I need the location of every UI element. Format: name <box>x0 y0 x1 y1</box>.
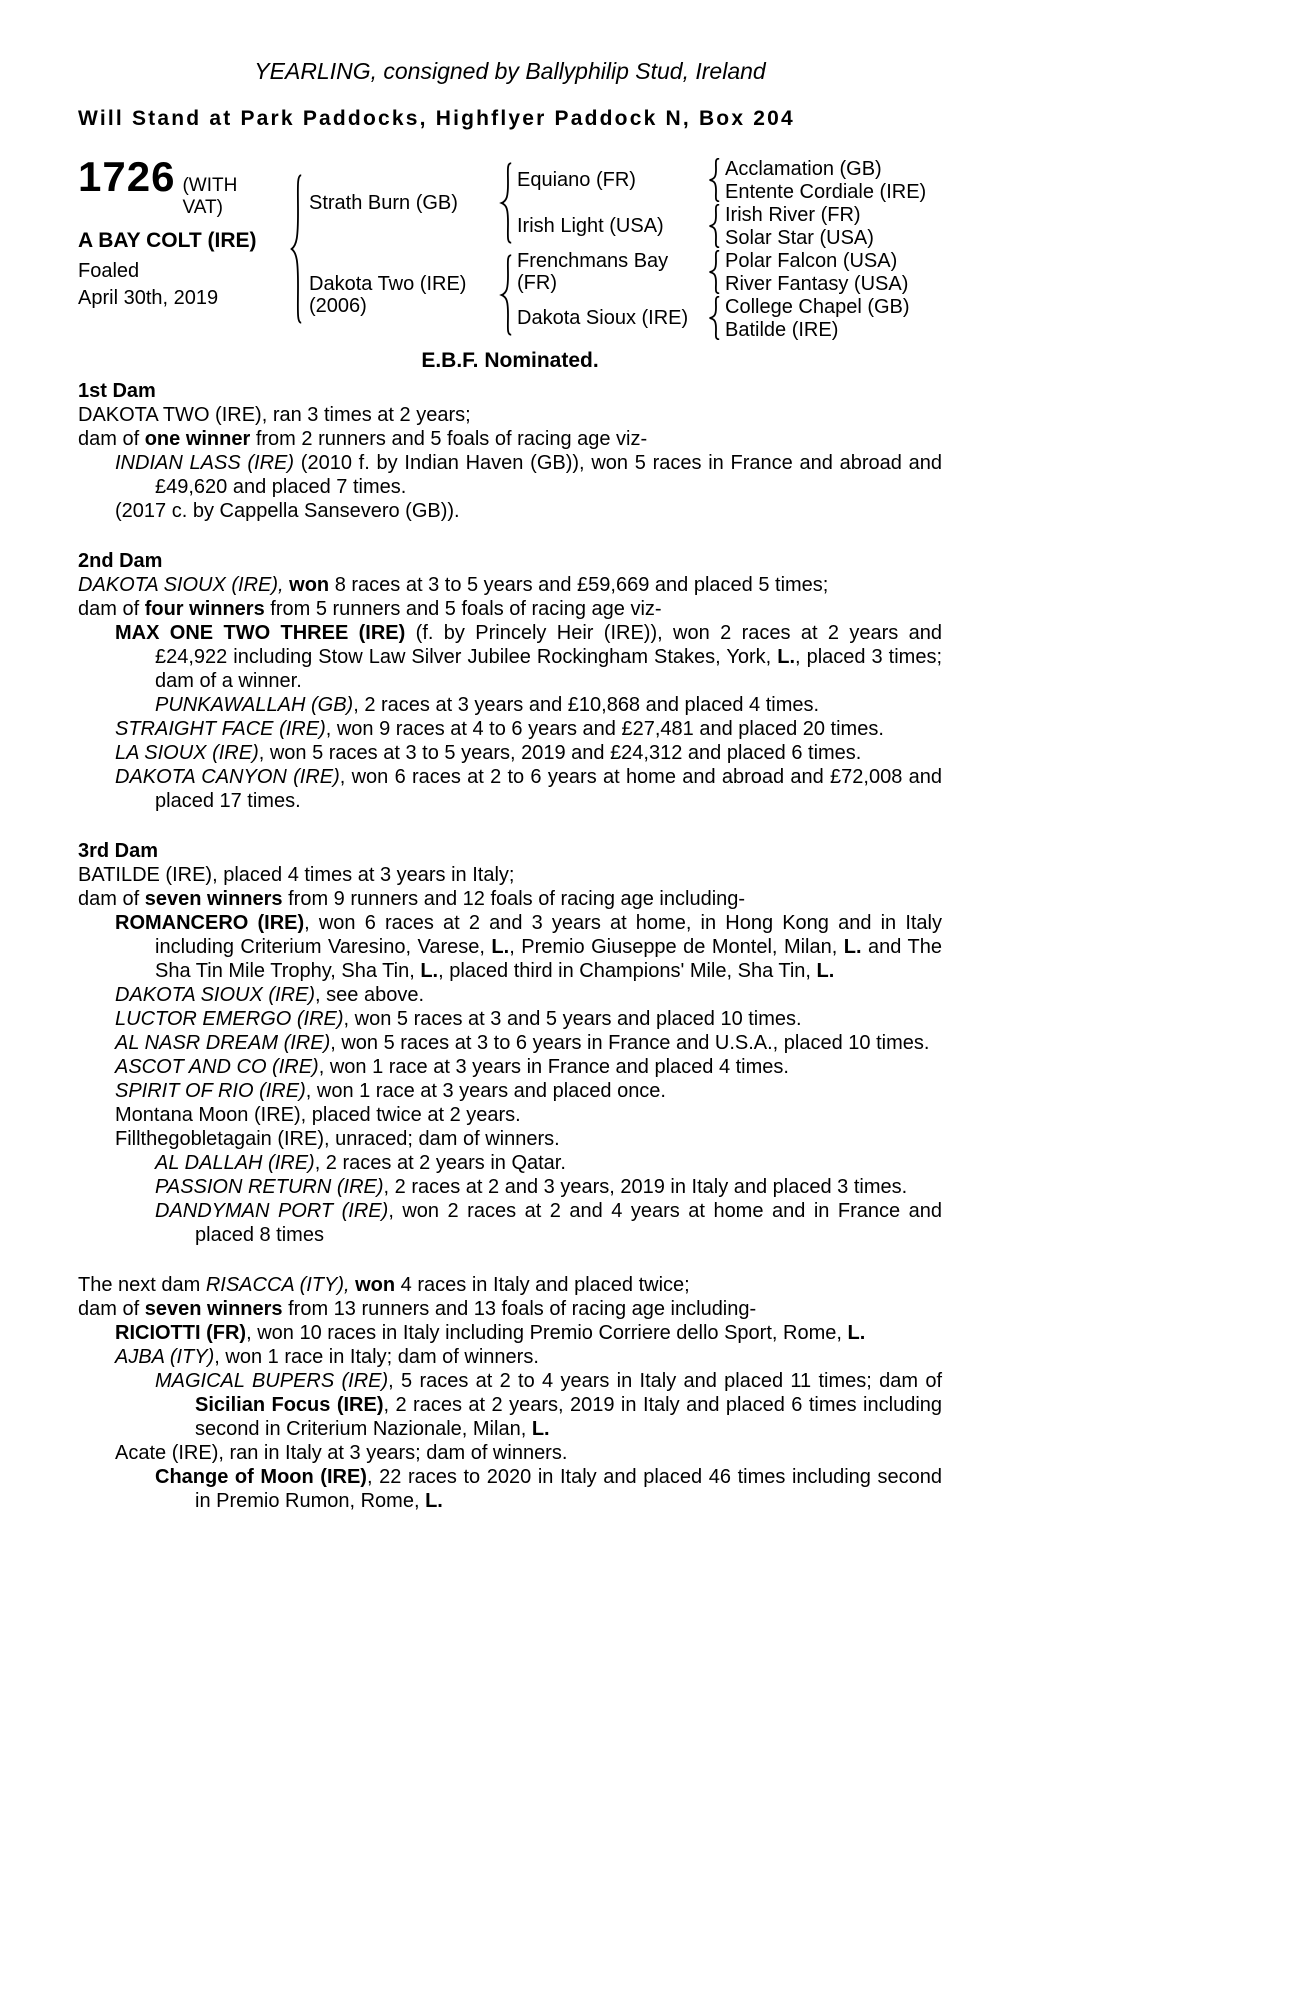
pedigree-brace-sire-icon <box>495 157 517 249</box>
pedigree-table <box>78 153 942 341</box>
pedigree-paragraph: BATILDE (IRE), placed 4 times at 3 years in Italy; <box>78 864 515 886</box>
pedigree-dam-sire: Frenchmans Bay (FR) <box>517 250 669 294</box>
ebf-nominated-note: E.B.F. Nominated. <box>421 349 599 372</box>
pedigree-paragraph: RICIOTTI (FR), won 10 races in Italy including Premio Corriere dello Sport, Rome, L. <box>115 1322 866 1344</box>
pedigree-brace-gg2-icon <box>703 203 725 249</box>
pedigree-dam-dam: Dakota Sioux (IRE) <box>517 307 689 329</box>
pedigree-paragraph: LA SIOUX (IRE), won 5 races at 3 to 5 years, 2019 and £24,312 and placed 6 times. <box>115 742 862 764</box>
pedigree-paragraph: Change of Moon (IRE), 22 races to 2020 in Italy and placed 46 times including second in Premio Rumon, Rome, L. <box>155 1466 943 1512</box>
foaled-date: April 30th, 2019 <box>78 287 219 309</box>
consignment-title: YEARLING, consigned by Ballyphilip Stud, Ireland <box>254 58 766 84</box>
pedigree-sections <box>78 379 942 1513</box>
lot-description: A BAY COLT (IRE) <box>78 229 257 252</box>
pedigree-paragraph: DAKOTA TWO (IRE), ran 3 times at 2 years; <box>78 404 471 426</box>
lot-number-line <box>78 153 283 219</box>
pedigree-paragraph: dam of seven winners from 9 runners and 12 foals of racing age including- <box>78 888 746 910</box>
pedigree-paragraph: AL NASR DREAM (IRE), won 5 races at 3 to 6 years in France and U.S.A., placed 10 times. <box>115 1032 930 1054</box>
pedigree-sire-sire-sire: Acclamation (GB) <box>725 157 882 180</box>
pedigree-paragraph: dam of four winners from 5 runners and 5 foals of racing age viz- <box>78 598 662 620</box>
pedigree-dam: Dakota Two (IRE) (2006) <box>309 273 467 317</box>
lot-number: 1726 <box>78 153 176 200</box>
pedigree-sire-dam: Irish Light (USA) <box>517 215 664 237</box>
catalogue-page <box>78 0 942 1513</box>
pedigree-paragraph: STRAIGHT FACE (IRE), won 9 races at 4 to 6 years and £27,481 and placed 20 times. <box>115 718 884 740</box>
pedigree-paragraph: AL DALLAH (IRE), 2 races at 2 years in Qatar. <box>155 1152 566 1174</box>
pedigree-paragraph: MAX ONE TWO THREE (IRE) (f. by Princely Heir (IRE)), won 2 races at 2 years and £24,922 including Stow Law Silver Jubilee Rockingham Stakes, York, L., placed 3 times; dam of a winner. <box>115 622 943 692</box>
pedigree-paragraph: dam of seven winners from 13 runners and 13 foals of racing age including- <box>78 1298 757 1320</box>
pedigree-paragraph: dam of one winner from 2 runners and 5 foals of racing age viz- <box>78 428 648 450</box>
pedigree-dam-dam-sire: College Chapel (GB) <box>725 295 910 318</box>
pedigree-brace-gg1-icon <box>703 157 725 203</box>
pedigree-sire-dam-sire: Irish River (FR) <box>725 203 861 226</box>
pedigree-paragraph: DANDYMAN PORT (IRE), won 2 races at 2 and 4 years at home and in France and placed 8 times <box>155 1200 943 1246</box>
section-heading: 1st Dam <box>78 380 156 402</box>
pedigree-paragraph: AJBA (ITY), won 1 race in Italy; dam of winners. <box>115 1346 539 1368</box>
pedigree-paragraph: SPIRIT OF RIO (IRE), won 1 race at 3 years and placed once. <box>115 1080 666 1102</box>
pedigree-paragraph: Fillthegobletagain (IRE), unraced; dam of winners. <box>115 1128 560 1150</box>
foaled-label: Foaled <box>78 260 140 282</box>
stand-location: Will Stand at Park Paddocks, Highflyer Paddock N, Box 204 <box>78 107 795 130</box>
pedigree-sire-sire: Equiano (FR) <box>517 169 636 191</box>
section-heading: 3rd Dam <box>78 840 159 862</box>
pedigree-sire-sire-dam: Entente Cordiale (IRE) <box>725 180 927 203</box>
pedigree-sire: Strath Burn (GB) <box>309 192 458 214</box>
pedigree-paragraph: ASCOT AND CO (IRE), won 1 race at 3 years in France and placed 4 times. <box>115 1056 789 1078</box>
pedigree-paragraph: ROMANCERO (IRE), won 6 races at 2 and 3 years at home, in Hong Kong and in Italy including Criterium Varesino, Varese, L., Premio Giuseppe de Montel, Milan, L. and The Sha Tin Mile Trophy, Sha Tin, L., placed third in Champions' Mile, Sha Tin, L. <box>115 912 942 982</box>
pedigree-paragraph: DAKOTA SIOUX (IRE), won 8 races at 3 to 5 years and £59,669 and placed 5 times; <box>78 574 829 596</box>
pedigree-brace-dam-icon <box>495 249 517 341</box>
pedigree-paragraph: INDIAN LASS (IRE) (2010 f. by Indian Haven (GB)), won 5 races in France and abroad and £49,620 and placed 7 times. <box>115 452 943 498</box>
pedigree-paragraph: LUCTOR EMERGO (IRE), won 5 races at 3 and 5 years and placed 10 times. <box>115 1008 802 1030</box>
pedigree-paragraph: The next dam RISACCA (ITY), won 4 races in Italy and placed twice; <box>78 1274 690 1296</box>
lot-block <box>78 153 283 341</box>
pedigree-paragraph: DAKOTA CANYON (IRE), won 6 races at 2 to 6 years at home and abroad and £72,008 and placed 17 times. <box>115 766 942 812</box>
pedigree-paragraph: PASSION RETURN (IRE), 2 races at 2 and 3 years, 2019 in Italy and placed 3 times. <box>155 1176 908 1198</box>
pedigree-brace-gg3-icon <box>703 249 725 295</box>
section-heading: 2nd Dam <box>78 550 163 572</box>
pedigree-dam-dam-dam: Batilde (IRE) <box>725 318 839 341</box>
pedigree-brace-gg4-icon <box>703 295 725 341</box>
pedigree-paragraph: Acate (IRE), ran in Italy at 3 years; dam of winners. <box>115 1442 568 1464</box>
pedigree-sire-dam-dam: Solar Star (USA) <box>725 226 874 249</box>
pedigree-paragraph: (2017 c. by Cappella Sansevero (GB)). <box>115 500 460 522</box>
pedigree-paragraph: MAGICAL BUPERS (IRE), 5 races at 2 to 4 years in Italy and placed 11 times; dam of Sicilian Focus (IRE), 2 races at 2 years, 2019 in Italy and placed 6 times including second in Criterium Nazionale, Milan, L. <box>155 1370 943 1440</box>
pedigree-paragraph: Montana Moon (IRE), placed twice at 2 years. <box>115 1104 521 1126</box>
pedigree-dam-sire-dam: River Fantasy (USA) <box>725 272 909 295</box>
pedigree-dam-sire-sire: Polar Falcon (USA) <box>725 249 898 272</box>
pedigree-paragraph: DAKOTA SIOUX (IRE), see above. <box>115 984 424 1006</box>
pedigree-paragraph: PUNKAWALLAH (GB), 2 races at 3 years and £10,868 and placed 4 times. <box>155 694 820 716</box>
pedigree-brace-level1-icon <box>283 157 309 341</box>
vat-note: (WITH VAT) <box>182 175 238 218</box>
